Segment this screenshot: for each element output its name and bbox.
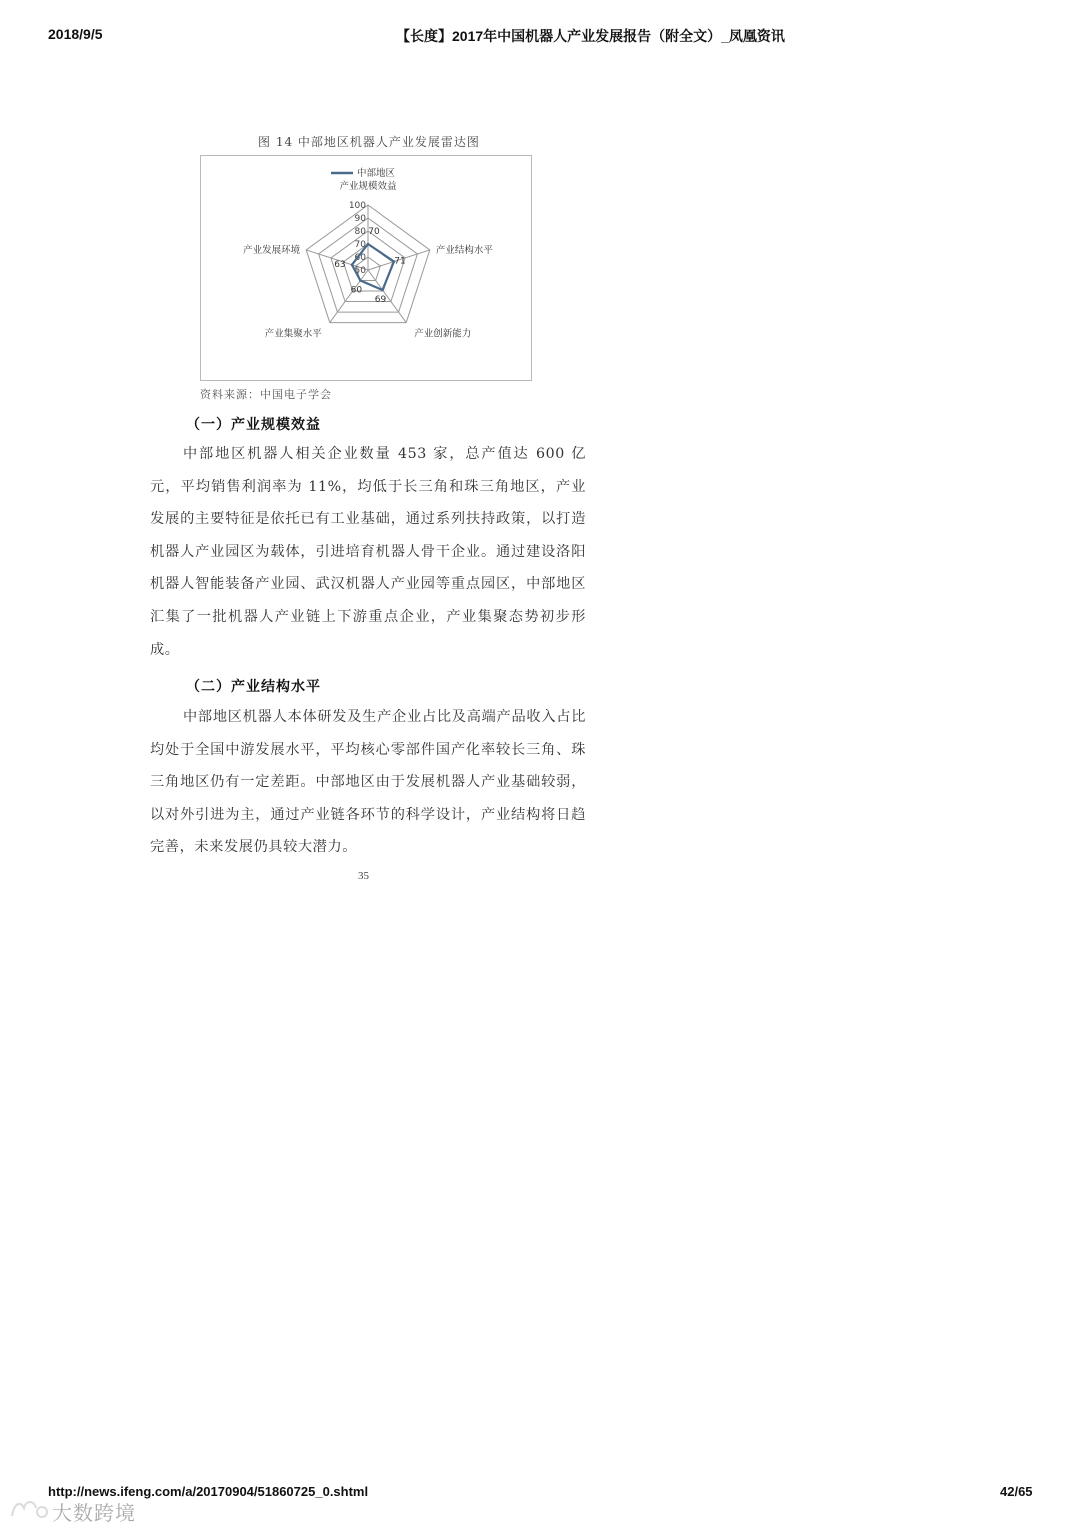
radar-data-label: 63 (334, 259, 346, 270)
legend-label: 中部地区 (357, 168, 396, 179)
radar-chart (200, 155, 532, 381)
radar-scale-tick: 80 (354, 227, 366, 237)
radar-scale-tick: 90 (354, 214, 366, 224)
footer-url[interactable]: http://news.ifeng.com/a/20170904/51860725_0.shtml (48, 1484, 369, 1499)
radar-scale-tick: 50 (354, 266, 366, 276)
radar-data-label: 60 (350, 285, 363, 296)
radar-series-point (359, 279, 361, 281)
radar-series-point (367, 243, 369, 245)
radar-series-point (381, 289, 383, 291)
footer-page-count: 42/65 (1000, 1484, 1033, 1499)
section-heading-structure: （二）产业结构水平 (186, 679, 321, 695)
header-title: 【长度】2017年中国机器人产业发展报告（附全文）_凤凰资讯 (396, 28, 785, 44)
section-paragraph-structure: 中部地区机器人本体研发及生产企业占比及高端产品收入占比均处于全国中游发展水平，平均核心零部件国产化率较长三角、珠三角地区仍有一定差距。中部地区由于发展机器人产业基础较弱，以对外引进为主，通过产业链各环节的科学设计，产业结构将日趋完善，未来发展仍具较大潜力。 (150, 709, 586, 856)
radar-data-label: 69 (374, 294, 387, 305)
radar-scale-tick: 100 (348, 201, 366, 211)
radar-data-label: 71 (394, 256, 406, 267)
figure-source: 资料来源：中国电子学会 (200, 388, 332, 401)
radar-axis-label: 产业发展环境 (243, 244, 301, 256)
section-heading-scale: （一）产业规模效益 (186, 417, 321, 433)
header-date: 2018/9/5 (48, 26, 103, 42)
page-number: 35 (358, 870, 369, 882)
radar-scale-tick: 60 (354, 253, 366, 263)
radar-chart-svg (201, 156, 531, 380)
radar-axis-label: 产业集聚水平 (264, 328, 322, 340)
section-paragraph-scale: 中部地区机器人相关企业数量 453 家，总产值达 600 亿元，平均销售利润率为 11%，均低于长三角和珠三角地区，产业发展的主要特征是依托已有工业基础，通过系列扶持政策，以打造机器人产业园区为载体，引进培育机器人骨干企业。通过建设洛阳机器人智能装备产业园、武汉机器人产业园等重点园区，中部地区汇集了一批机器人产业链上下游重点企业，产业集聚态势初步形成。 (150, 446, 586, 658)
radar-axis-label: 产业规模效益 (339, 181, 397, 192)
watermark-text: 大数跨境 (52, 1501, 136, 1525)
figure-caption: 图 14 中部地区机器人产业发展雷达图 (258, 135, 480, 149)
radar-data-label: 70 (368, 227, 380, 237)
radar-series-point (351, 264, 353, 266)
radar-axis-label: 产业创新能力 (414, 328, 472, 340)
radar-axis-label: 产业结构水平 (435, 244, 493, 256)
radar-scale-tick: 70 (354, 240, 366, 250)
